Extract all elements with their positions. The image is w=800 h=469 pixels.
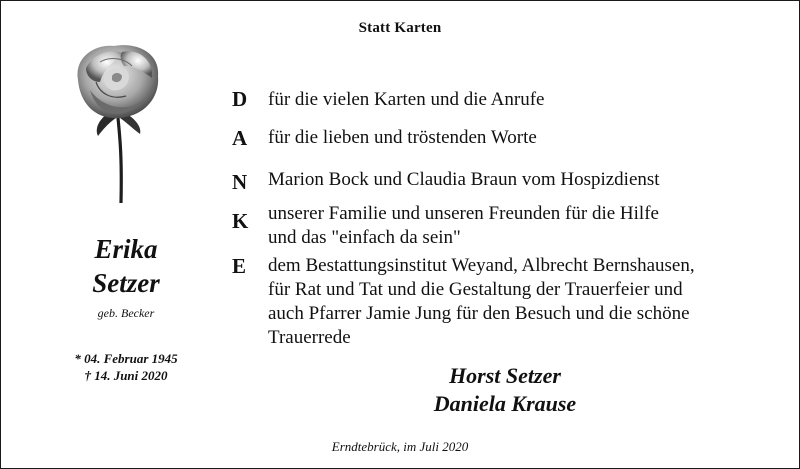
acrostic-letter: K (232, 209, 249, 233)
signatories (380, 362, 630, 418)
thanks-line: dem Bestattungsinstitut Weyand, Albrecht Bernshausen, (268, 255, 695, 276)
thanks-line: für die vielen Karten und die Anrufe (268, 89, 545, 110)
maiden-name: geb. Becker (97, 306, 155, 320)
rose-icon (60, 38, 180, 213)
thanks-line: und das "einfach da sein" (268, 227, 461, 248)
notice-header: Statt Karten (358, 20, 442, 36)
life-dates (36, 350, 216, 384)
deceased-last-name: Setzer (92, 268, 160, 298)
deceased-name (36, 232, 216, 300)
acrostic-letter: A (232, 126, 248, 150)
thanks-line: für die lieben und tröstenden Worte (268, 127, 537, 148)
thanks-line: auch Pfarrer Jamie Jung für den Besuch und die schöne (268, 303, 690, 324)
deceased-first-name: Erika (94, 234, 158, 264)
thanks-line: Trauerrede (268, 327, 351, 348)
signer-name: Horst Setzer (449, 363, 561, 388)
birth-date: * 04. Februar 1945 (74, 351, 178, 366)
thanks-line: unserer Familie und unseren Freunden für die Hilfe (268, 203, 659, 224)
place-date: Erndtebrück, im Juli 2020 (331, 439, 469, 454)
signer-name: Daniela Krause (433, 391, 577, 416)
acrostic-letter: N (232, 170, 248, 194)
thanks-line: für Rat und Tat und die Gestaltung der Trauerfeier und (268, 279, 683, 300)
acrostic-letter: E (232, 254, 247, 278)
death-date: † 14. Juni 2020 (84, 368, 168, 383)
thanks-line: Marion Bock und Claudia Braun vom Hospizdienst (268, 169, 660, 190)
acrostic-letter: D (232, 87, 248, 111)
